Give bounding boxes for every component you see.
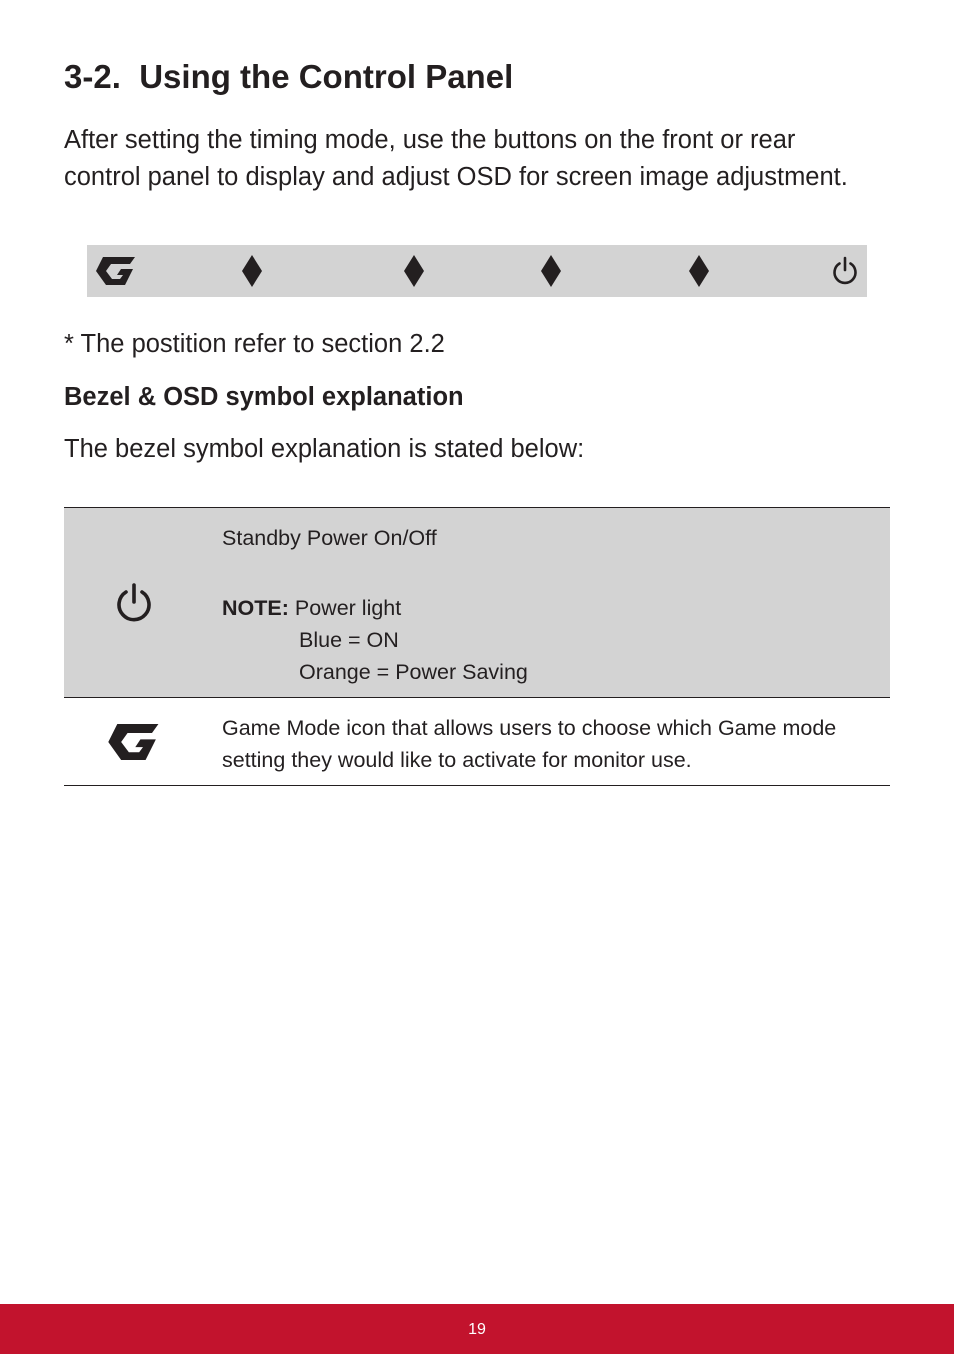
page-footer [0, 1304, 954, 1354]
note-label: NOTE: [222, 596, 289, 620]
game-mode-icon [95, 245, 137, 297]
intro-paragraph: After setting the timing mode, use the buttons on the front or rear control panel to display and adjust OSD for screen image adjustment. [64, 126, 848, 191]
page-title [64, 58, 513, 96]
control-panel-bar [87, 245, 867, 297]
diamond-icon [402, 245, 426, 297]
table-row [64, 508, 890, 698]
lead-text: The bezel symbol explanation is stated below: [64, 435, 585, 463]
position-note: * The postition refer to section 2.2 [64, 330, 445, 358]
table-row [64, 698, 890, 786]
diamond-icon [687, 245, 711, 297]
power-icon [831, 245, 859, 297]
diamond-icon [240, 245, 264, 297]
symbol-table [64, 507, 890, 786]
power-icon [64, 508, 204, 697]
section-subheading: Bezel & OSD symbol explanation [64, 383, 464, 411]
note-line: Power light [294, 596, 402, 620]
diamond-icon [539, 245, 563, 297]
note-line: Blue = ON [299, 628, 399, 652]
power-note [222, 592, 528, 688]
note-line: Orange = Power Saving [299, 660, 528, 684]
section-title: Using the Control Panel [139, 58, 514, 95]
game-mode-description: Game Mode icon that allows users to choose which Game mode setting they would like to activate for monitor use. [222, 716, 837, 772]
section-number: 3-2. [64, 58, 121, 95]
page-number: 19 [468, 1321, 486, 1338]
game-mode-icon [64, 698, 204, 785]
power-title: Standby Power On/Off [222, 526, 437, 550]
